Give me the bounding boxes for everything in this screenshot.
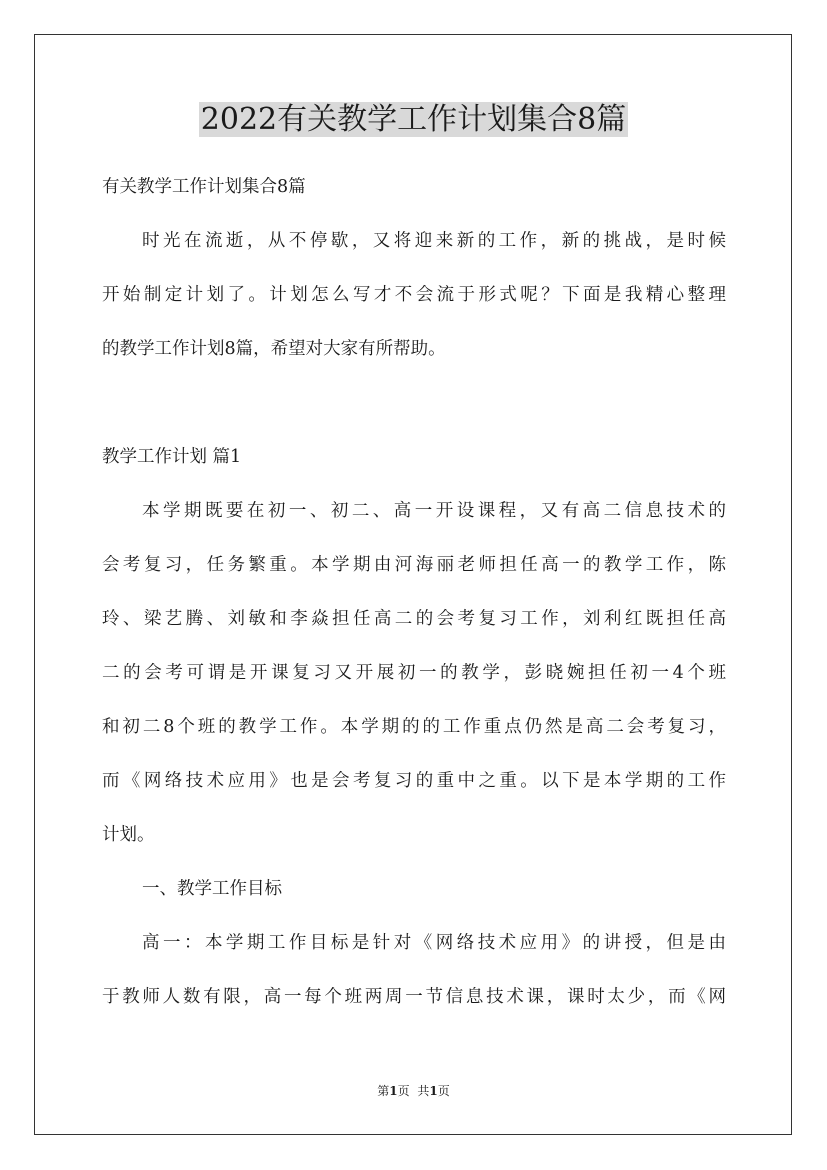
para1-line-7: 计划。 [102,825,155,845]
para1-line-4: 二的会考可谓是开课复习又开展初一的教学，彭晓婉担任初一4个班 [102,663,726,683]
para1-line-6: 而《网络技术应用》也是会考复习的重中之重。以下是本学期的工作 [102,771,726,791]
document-subtitle: 有关教学工作计划集合8篇 [102,177,306,197]
total-prefix: 共 [417,1084,430,1098]
para2-line-1: 高一：本学期工作目标是针对《网络技术应用》的讲授，但是由 [142,933,726,953]
page-number: 1 [389,1084,398,1098]
document-body [102,160,726,1024]
total-suffix: 页 [437,1084,450,1098]
para1-line-1: 本学期既要在初一、初二、高一开设课程，又有高二信息技术的 [142,501,726,521]
paragraph-gap [102,376,726,430]
para1-line-3: 玲、梁艺腾、刘敏和李焱担任高二的会考复习工作，刘利红既担任高 [102,609,726,629]
page-footer [0,1083,827,1099]
intro-line-2: 开始制定计划了。计划怎么写才不会流于形式呢？下面是我精心整理 [102,285,726,305]
para2-line-2: 于教师人数有限，高一每个班两周一节信息技术课，课时太少，而《网 [102,987,726,1007]
page-suffix: 页 [397,1084,410,1098]
sub-heading: 一、教学工作目标 [142,879,282,899]
section-heading: 教学工作计划 篇1 [102,447,242,467]
total-pages: 1 [429,1084,438,1098]
para1-line-2: 会考复习，任务繁重。本学期由河海丽老师担任高一的教学工作，陈 [102,555,726,575]
document-title-text: 2022有关教学工作计划集合8篇 [200,102,627,137]
para1-line-5: 和初二8个班的教学工作。本学期的的工作重点仍然是高二会考复习， [102,717,726,737]
intro-line-1: 时光在流逝，从不停歇，又将迎来新的工作，新的挑战，是时候 [142,231,726,251]
document-title [0,100,827,140]
intro-line-3: 的教学工作计划8篇，希望对大家有所帮助。 [102,339,446,359]
page-prefix: 第 [377,1084,390,1098]
